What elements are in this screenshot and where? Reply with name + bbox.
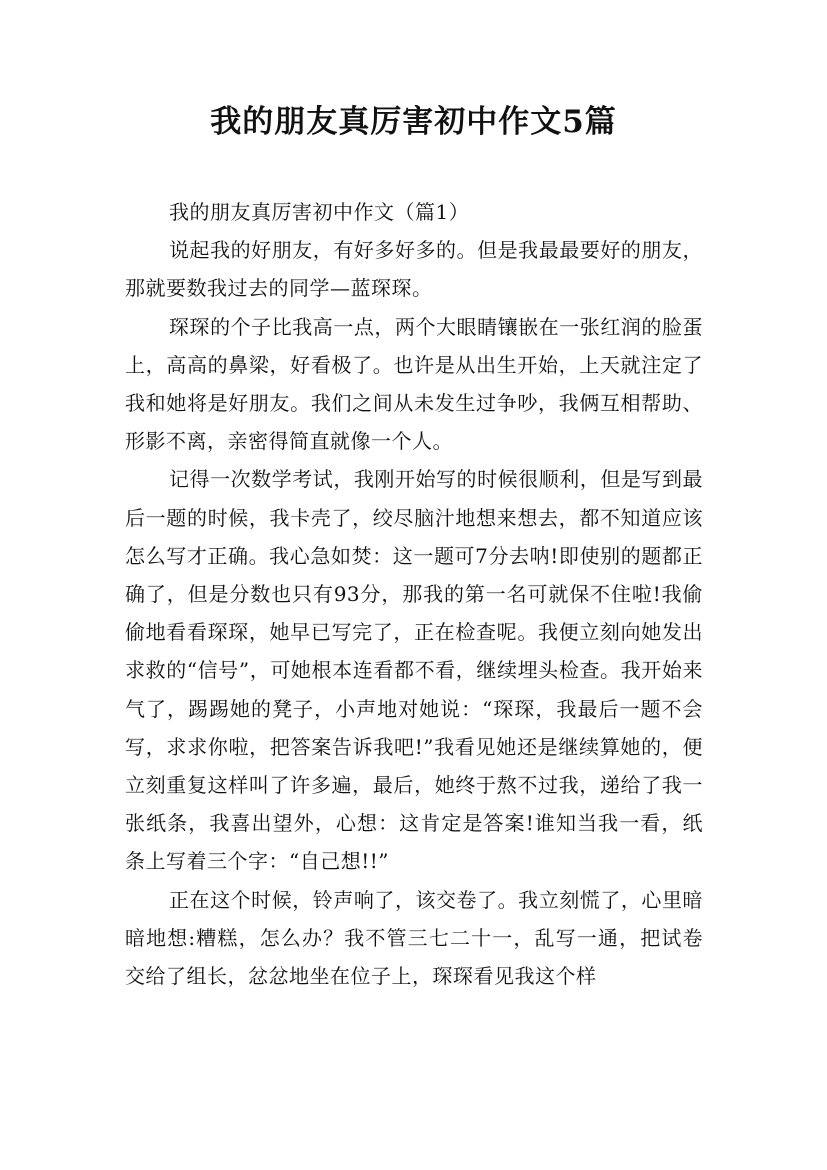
paragraph-2: 琛琛的个子比我高一点，两个大眼睛镶嵌在一张红润的脸蛋上，高高的鼻梁，好看极了。也许是从出生开始，上天就注定了我和她将是好朋友。我们之间从未发生过争吵，我俩互相帮助、形影不离，亲密得简直就像一个人。 bbox=[125, 314, 703, 454]
section-heading: 我的朋友真厉害初中作文（篇1） bbox=[169, 200, 470, 224]
paragraph-4: 正在这个时候，铃声响了，该交卷了。我立刻慌了，心里暗暗地想:糟糕，怎么办？我不管三七二十一，乱写一通，把试卷交给了组长，忿忿地坐在位子上，琛琛看见我这个样 bbox=[125, 887, 703, 989]
document-body bbox=[125, 193, 703, 995]
paragraph-3: 记得一次数学考试，我刚开始写的时候很顺利，但是写到最后一题的时候，我卡壳了，绞尽脑汁地想来想去，都不知道应该怎么写才正确。我心急如焚：这一题可7分去呐!即使别的题都正确了，但是分数也只有93分，那我的第一名可就保不住啦!我偷偷地看看琛琛，她早已写完了，正在检查呢。我便立刻向她发出求救的“信号”，可她根本连看都不看，继续埋头检查。我开始来气了，踢踢她的凳子，小声地对她说：“琛琛，我最后一题不会写，求求你啦，把答案告诉我吧!”我看见她还是继续算她的，便立刻重复这样叫了许多遍，最后，她终于熬不过我，递给了我一张纸条，我喜出望外，心想：这肯定是答案!谁知当我一看，纸条上写着三个字：“自己想!!” bbox=[125, 467, 703, 874]
document-title: 我的朋友真厉害初中作文5篇 bbox=[210, 104, 617, 140]
paragraph-1: 说起我的好朋友，有好多好多的。但是我最最要好的朋友，那就要数我过去的同学—蓝琛琛。 bbox=[125, 238, 703, 301]
